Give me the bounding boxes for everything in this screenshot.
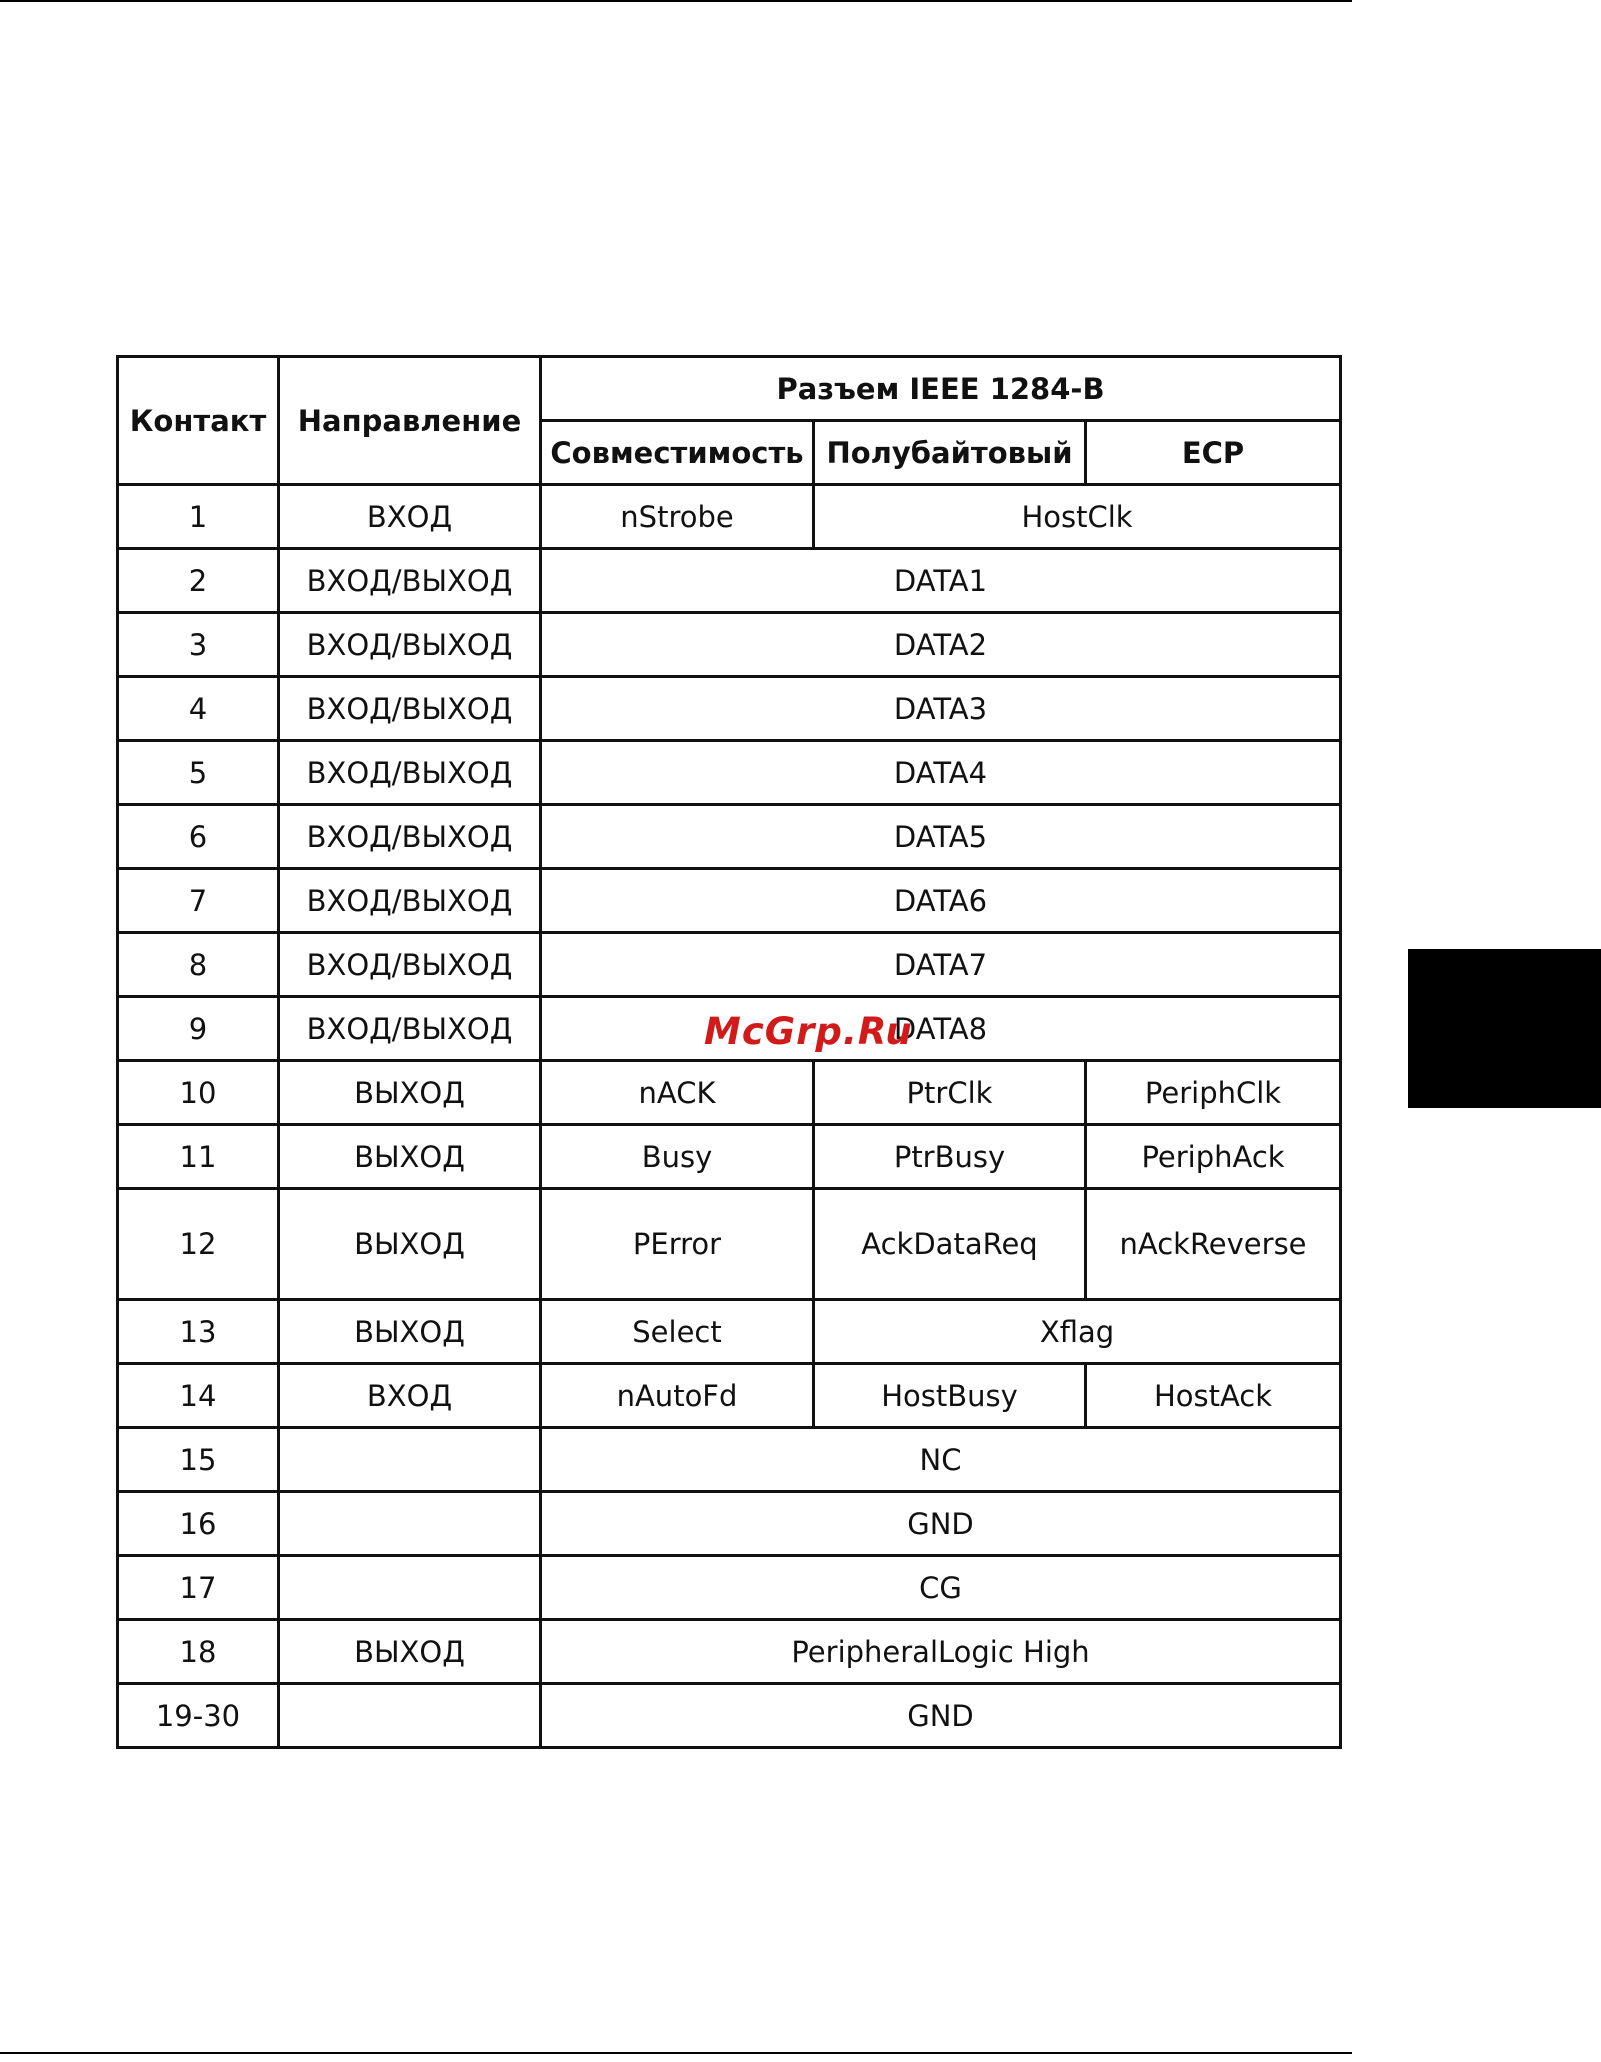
direction-cell <box>279 1556 541 1620</box>
direction-cell: ВЫХОД <box>279 1620 541 1684</box>
signal-cell: PError <box>541 1189 814 1300</box>
direction-cell: ВХОД/ВЫХОД <box>279 613 541 677</box>
pin-cell: 13 <box>118 1300 279 1364</box>
signal-cell: DATA3 <box>541 677 1341 741</box>
table-row <box>118 485 1341 549</box>
table-row <box>118 1364 1341 1428</box>
table-row <box>118 1620 1341 1684</box>
pin-cell: 2 <box>118 549 279 613</box>
pin-cell: 19-30 <box>118 1684 279 1748</box>
direction-cell: ВХОД/ВЫХОД <box>279 933 541 997</box>
signal-cell: HostAck <box>1086 1364 1341 1428</box>
direction-cell: ВЫХОД <box>279 1300 541 1364</box>
direction-cell: ВХОД/ВЫХОД <box>279 741 541 805</box>
signal-cell: Busy <box>541 1125 814 1189</box>
direction-cell: ВЫХОД <box>279 1061 541 1125</box>
table-row <box>118 549 1341 613</box>
header-ecp: ECP <box>1086 421 1341 485</box>
direction-cell: ВЫХОД <box>279 1189 541 1300</box>
table-row <box>118 1492 1341 1556</box>
direction-cell: ВХОД <box>279 485 541 549</box>
signal-cell: PeriphAck <box>1086 1125 1341 1189</box>
table-row <box>118 1684 1341 1748</box>
pin-cell: 16 <box>118 1492 279 1556</box>
pin-cell: 1 <box>118 485 279 549</box>
signal-cell: GND <box>541 1684 1341 1748</box>
chapter-tab <box>1408 949 1601 1108</box>
pin-cell: 10 <box>118 1061 279 1125</box>
header-compat: Совместимость <box>541 421 814 485</box>
watermark: McGrp.Ru <box>704 1010 913 1053</box>
pin-cell: 17 <box>118 1556 279 1620</box>
pin-cell: 8 <box>118 933 279 997</box>
signal-cell: GND <box>541 1492 1341 1556</box>
direction-cell: ВХОД <box>279 1364 541 1428</box>
direction-cell <box>279 1492 541 1556</box>
table-row <box>118 1556 1341 1620</box>
direction-cell: ВХОД/ВЫХОД <box>279 869 541 933</box>
table-row <box>118 1061 1341 1125</box>
signal-cell: nACK <box>541 1061 814 1125</box>
header-connector: Разъем IEEE 1284-B <box>541 357 1341 421</box>
table-row <box>118 1428 1341 1492</box>
direction-cell <box>279 1684 541 1748</box>
table-row <box>118 613 1341 677</box>
direction-cell: ВХОД/ВЫХОД <box>279 677 541 741</box>
direction-cell: ВЫХОД <box>279 1125 541 1189</box>
signal-cell: CG <box>541 1556 1341 1620</box>
table-row <box>118 1125 1341 1189</box>
signal-cell: Select <box>541 1300 814 1364</box>
header-direction: Направление <box>279 357 541 485</box>
signal-cell: nStrobe <box>541 485 814 549</box>
table-row <box>118 741 1341 805</box>
signal-cell: NC <box>541 1428 1341 1492</box>
table-row <box>118 677 1341 741</box>
bottom-rule <box>0 2052 1352 2054</box>
signal-cell: nAckReverse <box>1086 1189 1341 1300</box>
direction-cell: ВХОД/ВЫХОД <box>279 549 541 613</box>
signal-cell: AckDataReq <box>814 1189 1086 1300</box>
signal-cell: PtrBusy <box>814 1125 1086 1189</box>
pin-cell: 14 <box>118 1364 279 1428</box>
signal-cell: PtrClk <box>814 1061 1086 1125</box>
direction-cell: ВХОД/ВЫХОД <box>279 997 541 1061</box>
signal-cell: PeriphClk <box>1086 1061 1341 1125</box>
pin-cell: 18 <box>118 1620 279 1684</box>
signal-cell: DATA6 <box>541 869 1341 933</box>
table-row <box>118 1300 1341 1364</box>
pin-cell: 11 <box>118 1125 279 1189</box>
signal-cell: PeripheralLogic High <box>541 1620 1341 1684</box>
pin-cell: 3 <box>118 613 279 677</box>
signal-cell: DATA5 <box>541 805 1341 869</box>
signal-cell: nAutoFd <box>541 1364 814 1428</box>
header-contact: Контакт <box>118 357 279 485</box>
signal-cell: Xflag <box>814 1300 1341 1364</box>
pin-cell: 4 <box>118 677 279 741</box>
table-row <box>118 933 1341 997</box>
header-nibble: Полубайтовый <box>814 421 1086 485</box>
signal-cell: DATA8 <box>541 997 1341 1061</box>
pin-cell: 5 <box>118 741 279 805</box>
top-rule <box>0 0 1352 2</box>
table-row <box>118 805 1341 869</box>
signal-cell: DATA7 <box>541 933 1341 997</box>
signal-cell: DATA2 <box>541 613 1341 677</box>
direction-cell <box>279 1428 541 1492</box>
pin-cell: 12 <box>118 1189 279 1300</box>
table-row <box>118 1189 1341 1300</box>
pin-cell: 6 <box>118 805 279 869</box>
signal-cell: DATA4 <box>541 741 1341 805</box>
pin-cell: 15 <box>118 1428 279 1492</box>
direction-cell: ВХОД/ВЫХОД <box>279 805 541 869</box>
signal-cell: HostBusy <box>814 1364 1086 1428</box>
pin-cell: 9 <box>118 997 279 1061</box>
signal-cell: DATA1 <box>541 549 1341 613</box>
pin-cell: 7 <box>118 869 279 933</box>
header-row <box>118 357 1341 421</box>
signal-cell: HostClk <box>814 485 1341 549</box>
table-row <box>118 869 1341 933</box>
